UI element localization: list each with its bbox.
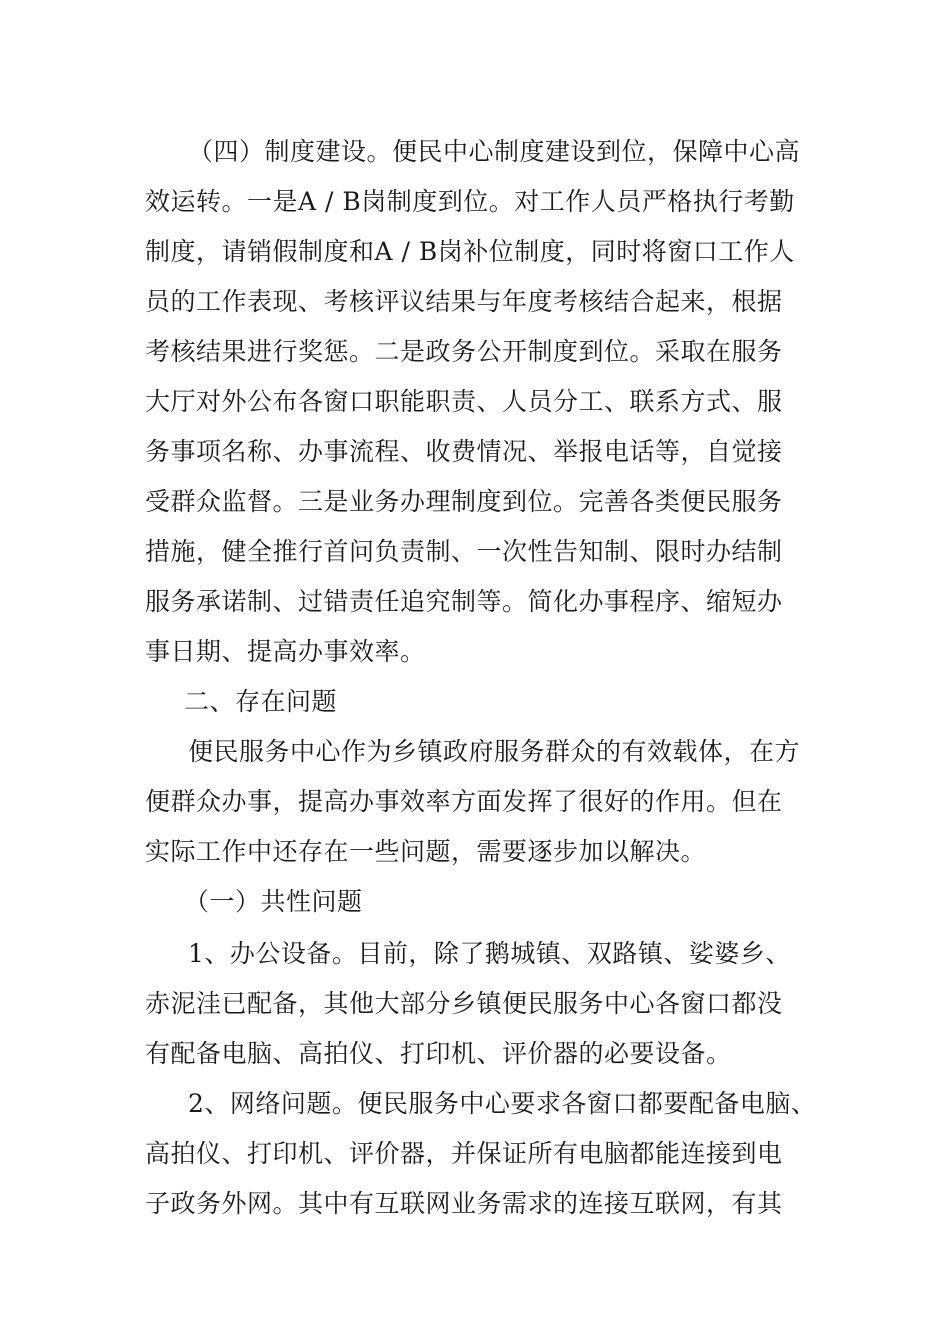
paragraph-line: 服务承诺制、过错责任追究制等。简化办事程序、缩短办 — [145, 587, 783, 616]
paragraph-line: 效运转。一是A / B岗制度到位。对工作人员严格执行考勤 — [145, 187, 795, 216]
paragraph-line: 大厅对外公布各窗口职能职责、人员分工、联系方式、服 — [145, 387, 783, 416]
paragraph-line: 高拍仪、打印机、评价器，并保证所有电脑都能连接到电 — [145, 1139, 783, 1168]
paragraph-line: 务事项名称、办事流程、收费情况、举报电话等，自觉接 — [145, 437, 783, 466]
paragraph-line: （四）制度建设。便民中心制度建设到位，保障中心高 — [188, 137, 801, 166]
subsection-heading: （一）共性问题 — [184, 887, 363, 916]
section-heading: 二、存在问题 — [184, 687, 338, 716]
paragraph-line: 考核结果进行奖惩。二是政务公开制度到位。采取在服务 — [145, 337, 783, 366]
paragraph-line: 制度，请销假制度和A / B岗补位制度，同时将窗口工作人 — [145, 237, 795, 266]
paragraph-line: 子政务外网。其中有互联网业务需求的连接互联网，有其 — [145, 1189, 783, 1218]
paragraph-line: 有配备电脑、高拍仪、打印机、评价器的必要设备。 — [145, 1039, 732, 1068]
paragraph-line: 员的工作表现、考核评议结果与年度考核结合起来，根据 — [145, 287, 783, 316]
paragraph-line: 受群众监督。三是业务办理制度到位。完善各类便民服务 — [145, 487, 783, 516]
paragraph-line: 实际工作中还存在一些问题，需要逐步加以解决。 — [145, 837, 707, 866]
paragraph-line: 便民服务中心作为乡镇政府服务群众的有效载体，在方 — [188, 737, 801, 766]
paragraph-line: 赤泥洼已配备，其他大部分乡镇便民服务中心各窗口都没 — [145, 989, 783, 1018]
paragraph-line: 措施，健全推行首问负责制、一次性告知制、限时办结制 — [145, 537, 783, 566]
paragraph-line: 事日期、提高办事效率。 — [145, 637, 426, 666]
paragraph-line: 便群众办事，提高办事效率方面发挥了很好的作用。但在 — [145, 787, 783, 816]
paragraph-line: 2、网络问题。便民服务中心要求各窗口都要配备电脑、 — [188, 1089, 817, 1118]
paragraph-line: 1、办公设备。目前，除了鹅城镇、双路镇、娑婆乡、 — [188, 939, 791, 968]
